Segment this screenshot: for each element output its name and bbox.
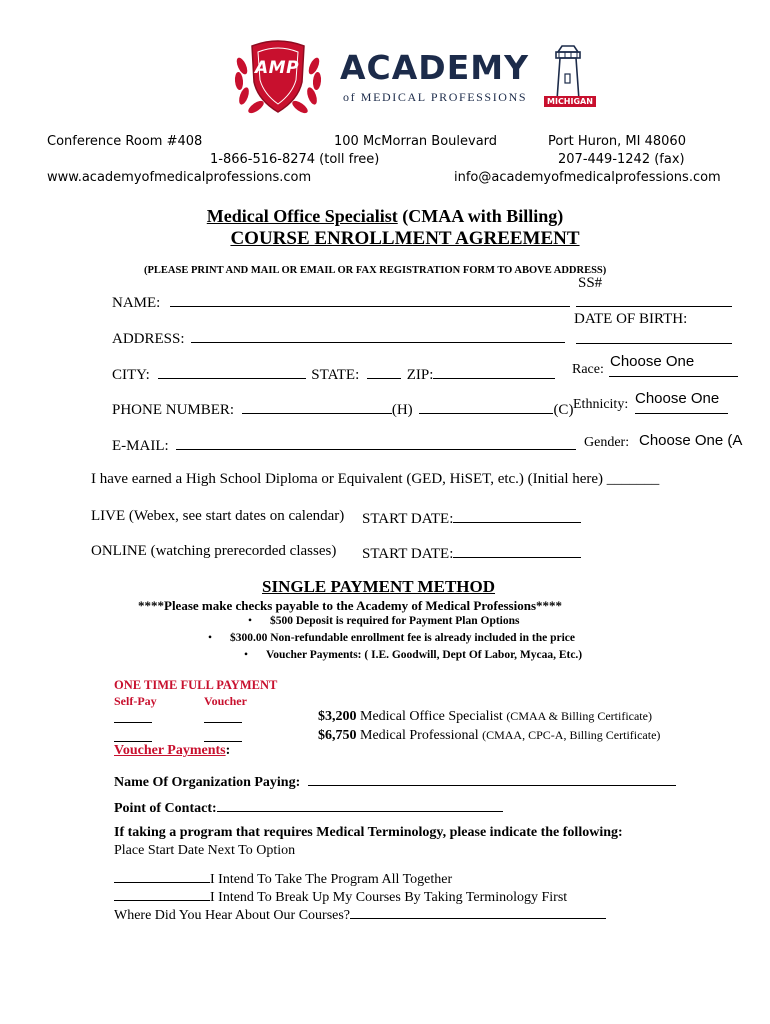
voucher-blank[interactable]: [204, 741, 242, 742]
contact-email[interactable]: info@academyofmedicalprofessions.com: [454, 170, 721, 185]
cell-phone-suffix: (C): [553, 402, 574, 418]
home-phone-field[interactable]: [242, 399, 392, 414]
course-title: [0, 206, 770, 227]
logo-subtitle: of MEDICAL PROFESSIONS: [343, 90, 528, 104]
payment-note: • $300.00 Non-refundable enrollment fee is already included in the price: [230, 632, 575, 644]
contact-phone: 1-866-516-8274 (toll free): [210, 152, 380, 167]
program-name: Medical Office Specialist: [360, 709, 503, 724]
self-pay-blank[interactable]: [114, 722, 152, 723]
terminology-option-blank[interactable]: [114, 887, 210, 901]
online-start-date-label: START DATE:: [362, 546, 454, 562]
org-row: [114, 772, 676, 791]
logo-title: ACADEMY: [340, 48, 529, 87]
contact-room: Conference Room #408: [47, 134, 203, 149]
ethnicity-selected-value: Choose One: [635, 390, 720, 407]
city-row: [112, 364, 555, 384]
zip-label: ZIP:: [406, 367, 434, 383]
program-detail: (CMAA & Billing Certificate): [506, 709, 652, 723]
name-label: NAME:: [112, 295, 161, 311]
program-price: $6,750: [318, 728, 357, 743]
voucher-label: Voucher: [204, 694, 247, 708]
online-start-row: [362, 543, 581, 563]
diploma-statement: I have earned a High School Diploma or Equivalent (GED, HiSET, etc.) (Initial here) _______: [91, 471, 660, 487]
terminology-option-text: I Intend To Break Up My Courses By Taking Terminology First: [210, 890, 568, 905]
city-field[interactable]: [158, 364, 306, 379]
hear-field[interactable]: [350, 905, 606, 919]
contact-fax: 207-449-1242 (fax): [558, 152, 685, 167]
gender-dropdown[interactable]: [638, 430, 770, 454]
online-option-label: ONLINE (watching prerecorded classes): [91, 543, 337, 559]
program-detail: (CMAA, CPC-A, Billing Certificate): [482, 728, 661, 742]
hear-row: [114, 905, 606, 924]
terminology-option-blank[interactable]: [114, 869, 210, 883]
live-start-row: [362, 508, 581, 528]
terminology-option-text: I Intend To Take The Program All Together: [210, 872, 453, 887]
terminology-option-row: [114, 887, 567, 906]
email-row: [112, 435, 576, 455]
academy-logo: [228, 36, 598, 116]
state-field[interactable]: [367, 364, 401, 379]
contact-street: 100 McMorran Boulevard: [334, 134, 498, 149]
payment-note: • Voucher Payments: ( I.E. Goodwill, Dept Of Labor, Mycaa, Etc.): [266, 649, 582, 661]
program-option: [318, 709, 652, 725]
contact-city: Port Huron, MI 48060: [548, 134, 686, 149]
voucher-payments-row: [114, 743, 230, 759]
name-row: [112, 292, 570, 312]
hear-label: Where Did You Hear About Our Courses?: [114, 908, 351, 923]
name-field[interactable]: [170, 292, 570, 307]
terminology-option-row: [114, 869, 452, 888]
payment-heading: SINGLE PAYMENT METHOD: [262, 577, 496, 596]
ethnicity-dropdown[interactable]: [635, 389, 728, 414]
dob-field[interactable]: [576, 343, 732, 344]
logo-state-tag: MICHIGAN: [544, 96, 596, 107]
poc-label: Point of Contact:: [114, 801, 217, 816]
voucher-payments-colon: :: [225, 743, 231, 758]
program-name: Medical Professional: [360, 728, 479, 743]
live-start-date-label: START DATE:: [362, 511, 454, 527]
race-label: Race:: [572, 362, 604, 377]
dob-label: DATE OF BIRTH:: [574, 311, 688, 327]
self-pay-blank[interactable]: [114, 741, 152, 742]
poc-row: [114, 798, 503, 817]
payment-note: • $500 Deposit is required for Payment Plan Options: [270, 615, 520, 627]
ss-label: SS#: [578, 275, 603, 291]
live-option-label: LIVE (Webex, see start dates on calendar): [91, 508, 345, 524]
agreement-title: COURSE ENROLLMENT AGREEMENT: [230, 228, 580, 249]
email-field[interactable]: [176, 435, 576, 450]
terminology-instruction: Place Start Date Next To Option: [114, 843, 296, 858]
cell-phone-field[interactable]: [419, 399, 553, 414]
course-title-rest: (CMAA with Billing): [397, 206, 564, 226]
gender-selected-value: Choose One (A: [639, 432, 743, 449]
address-field[interactable]: [191, 328, 565, 343]
online-start-date-field[interactable]: [453, 543, 581, 558]
race-dropdown[interactable]: [609, 352, 738, 377]
ethnicity-label: Ethnicity:: [573, 397, 629, 412]
org-field[interactable]: [308, 772, 676, 786]
logo-badge-text: AMP: [255, 58, 300, 78]
program-price: $3,200: [318, 709, 357, 724]
ss-field[interactable]: [576, 306, 732, 307]
checks-note: ****Please make checks payable to the Academy of Medical Professions****: [138, 598, 563, 613]
print-instructions: (PLEASE PRINT AND MAIL OR EMAIL OR FAX REGISTRATION FORM TO ABOVE ADDRESS): [144, 265, 607, 276]
program-option: [318, 728, 660, 744]
zip-field[interactable]: [433, 364, 555, 379]
state-label: STATE:: [311, 367, 360, 383]
gender-label: Gender:: [584, 435, 630, 450]
address-label: ADDRESS:: [112, 331, 185, 347]
voucher-blank[interactable]: [204, 722, 242, 723]
org-label: Name Of Organization Paying:: [114, 775, 301, 790]
voucher-payments-label: Voucher Payments: [114, 743, 226, 758]
one-time-label: ONE TIME FULL PAYMENT: [114, 678, 278, 692]
phone-row: [112, 399, 573, 419]
home-phone-suffix: (H): [391, 402, 413, 418]
poc-field[interactable]: [217, 798, 503, 812]
live-start-date-field[interactable]: [453, 508, 581, 523]
address-row: [112, 328, 565, 348]
course-title-underlined: Medical Office Specialist: [206, 206, 398, 226]
terminology-heading: If taking a program that requires Medical Terminology, please indicate the following:: [114, 825, 623, 840]
contact-website[interactable]: www.academyofmedicalprofessions.com: [47, 170, 312, 185]
phone-label: PHONE NUMBER:: [112, 402, 235, 418]
city-label: CITY:: [112, 367, 150, 383]
email-label: E-MAIL:: [112, 438, 169, 454]
self-pay-label: Self-Pay: [114, 694, 157, 708]
race-selected-value: Choose One: [610, 353, 695, 370]
